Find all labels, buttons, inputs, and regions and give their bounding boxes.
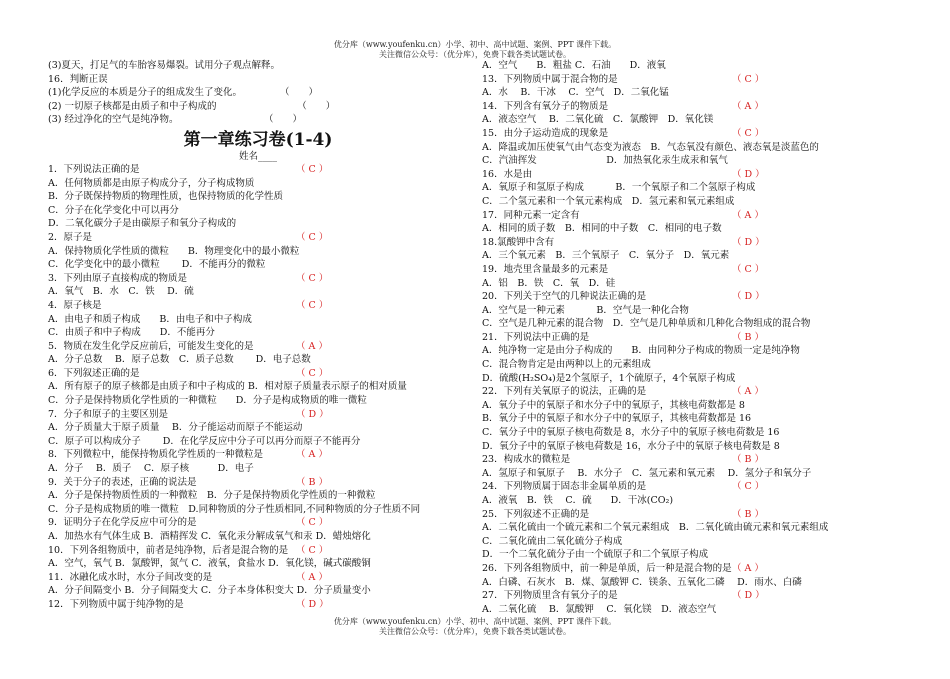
answer-mark: （ A ） [732,562,764,574]
question-line [482,548,922,562]
question-line [482,426,922,440]
question-line [48,516,468,530]
header-line-2: 关注微信公众号：（优分库），免费下载各类试题试卷。 [379,50,571,59]
question-line [48,435,468,449]
question-line [482,331,922,345]
question-text: A．分子质量大于原子质量 B．分子能运动而原子不能运动 [48,422,303,434]
question-line [48,598,468,612]
question-line [48,313,468,327]
question-text: 8．下列微粒中，能保持物质化学性质的一种微粒是 [48,449,264,461]
answer-mark: （ A ） [732,209,764,221]
answer-mark: （ C ） [296,517,329,529]
question-line [482,168,922,182]
question-text: 25．下列叙述不正确的是 [482,508,590,520]
question-text: 24．下列物质属于固态非金属单质的是 [482,481,647,493]
question-text: A．保持物质化学性质的微粒 B．物理变化中的最小微粒 [48,245,300,257]
header-line-1: 优分库（www.youfenku.cn）小学、初中、高中试题、案例、PPT 课件下载。 [333,40,617,49]
answer-mark: （ A ） [732,386,764,398]
question-text: D．一个二氧化硫分子由一个硫原子和二个氧原子构成 [482,549,709,561]
question-text: 12．下列物质中属于纯净物的是 [48,598,184,610]
question-line [48,448,468,462]
question-line [48,367,468,381]
answer-mark: （ D ） [732,236,765,248]
question-text: B．分子既保持物质的物理性质，也保持物质的化学性质 [48,191,283,203]
question-line [482,494,922,508]
question-line [482,385,922,399]
answer-mark: （ B ） [732,454,765,466]
question-line [48,231,468,245]
question-line [482,127,922,141]
left-questions [48,163,468,612]
question-line [48,476,468,490]
question-text: C．汽油挥发 D．加热氧化汞生成汞和氧气 [482,155,728,167]
question-line [482,603,922,617]
question-line [482,154,922,168]
question-line [48,190,468,204]
question-text: C．二个氢元素和一个氧元素构成 D．氢元素和氧元素组成 [482,195,735,207]
question-line [482,535,922,549]
question-line [48,503,468,517]
question-text: A．所有原子的原子核都是由质子和中子构成的 B．相对原子质量表示原子的相对质量 [48,381,407,393]
question-text: A．相同的质子数 B．相同的中子数 C．相同的电子数 [482,223,722,235]
question-text: 15．由分子运动造成的现象是 [482,127,609,139]
question-text: A．二氧化硫 B．氯酸钾 C．氧化镁 D．液态空气 [482,603,717,615]
answer-mark: （ C ） [296,544,329,556]
question-text: 2．原子是 [48,231,93,243]
question-text: C．分子是构成物质的唯一微粒 D.同种物质的分子性质相同,不同种物质的分子性质不同 [48,503,421,515]
answer-mark: （ C ） [732,481,765,493]
question-text: 1．下列说法正确的是 [48,163,140,175]
question-line [482,344,922,358]
left-preface [48,59,468,127]
question-text: C．二氧化硫由二氧化硫分子构成 [482,535,623,547]
question-text: C．分子是保持物质化学性质的一种微粒 D．分子是构成物质的唯一微粒 [48,395,367,407]
preface-line: (3) 经过净化的空气是纯净物。 （ ） [48,114,302,126]
question-line [482,236,922,250]
question-line [482,100,922,114]
question-text: A．液氧 B．铁 C．硫 D．干冰(CO₂) [482,495,674,506]
answer-mark: （ C ） [732,263,765,275]
question-line [482,222,922,236]
question-text: D．二氧化碳分子是由碳原子和氧分子构成的 [48,218,237,230]
question-text: A．加热水有气体生成 B．酒精挥发 C．氧化汞分解成氧气和汞 D．蜡烛熔化 [48,531,371,542]
question-line [48,462,468,476]
question-line [48,340,468,354]
question-text: A．任何物质都是由原子构成分子，分子构成物质 [48,177,255,189]
question-text: A．纯净物一定是由分子构成的 B．由同种分子构成的物质一定是纯净物 [482,345,800,357]
right-column [482,59,922,616]
question-text: 14．下列含有氧分子的物质是 [482,100,609,112]
answer-mark: （ B ） [732,508,765,520]
question-text: A．氧原子和氢原子构成 B．一个氧原子和二个氢原子构成 [482,182,756,194]
question-text: C．氧分子中的氧原子核电荷数是 8，水分子中的氧原子核电荷数是 16 [482,427,780,439]
question-text: C．由质子和中子构成 D．不能再分 [48,327,215,339]
answer-mark: （ A ） [296,449,328,461]
question-line [482,290,922,304]
question-line [48,544,468,558]
question-text: A．液态空气 B．二氧化硫 C．氯酸钾 D．氧化镁 [482,114,714,126]
question-text: A．降温或加压使氧气由气态变为液态 B．气态氧没有颜色、液态氧是淡蓝色的 [482,141,819,153]
question-line [48,163,468,177]
question-line [482,181,922,195]
answer-mark: （ D ） [296,408,329,420]
question-line [48,571,468,585]
question-text: A．氧气 B．水 C．铁 D．硫 [48,286,194,298]
question-line [48,177,468,191]
question-text: A．分子总数 B．原子总数 C．质子总数 D．电子总数 [48,354,311,366]
preface-line: 16．判断正误 [48,73,108,85]
question-text: 13．下列物质中属于混合物的是 [482,73,618,85]
answer-mark: （ A ） [296,340,328,352]
question-line [482,59,922,73]
question-text: A．铝 B．铁 C．氧 D．硅 [482,277,616,289]
question-line [48,204,468,218]
answer-mark: （ C ） [296,231,329,243]
question-text: A．二氧化硫由一个硫元素和二个氧元素组成 B．二氧化硫由硫元素和氧元素组成 [482,522,829,534]
preface-line: (2) 一切原子核都是由质子和中子构成的 （ ） [48,100,336,112]
question-text: 21．下列说法中正确的是 [482,331,590,343]
question-text: 4．原子核是 [48,299,102,311]
question-text: A．空气，氧气 B．氯酸钾，氮气 C．液氧，食盐水 D．氧化镁，碱式碳酸铜 [48,558,371,570]
question-line [48,285,468,299]
question-line [48,408,468,422]
question-line [48,217,468,231]
page-footer [0,617,950,637]
question-text: 9．证明分子在化学反应中可分的是 [48,517,197,529]
question-line [482,467,922,481]
question-line [482,86,922,100]
question-line [482,399,922,413]
question-text: 27．下列物质里含有氧分子的是 [482,590,618,602]
question-text: A．三个氧元素 B．三个氧原子 C．氧分子 D．氧元素 [482,250,730,262]
question-line [482,453,922,467]
answer-mark: （ A ） [732,100,764,112]
question-text: A．空气 B．粗盐 C．石油 D．液氧 [482,60,666,71]
question-text: A．空气是一种元素 B．空气是一种化合物 [482,304,689,316]
question-line [48,245,468,259]
question-text: 10．下列各组物质中，前者是纯净物，后者是混合物的是 [48,544,289,556]
question-line [482,195,922,209]
question-text: D．硫酸(H₂SO₄)是2个氢原子，1个硫原子，4个氧原子构成 [482,372,736,384]
question-text: A．氢原子和氧原子 B．水分子 C．氢元素和氧元素 D．氢分子和氧分子 [482,467,812,479]
question-line [482,141,922,155]
question-text: 19．地壳里含量最多的元素是 [482,263,609,275]
question-line [48,272,468,286]
name-field-label: 姓名____ [238,150,277,162]
question-text: B．氧分子中的氧原子和水分子中的氧原子，其核电荷数都是 16 [482,413,752,425]
answer-mark: （ D ） [296,598,329,610]
question-line [482,277,922,291]
page-title: 第一章练习卷(1-4) [183,129,333,150]
question-text: C．原子可以构成分子 D．在化学反应中分子可以再分而原子不能再分 [48,435,361,447]
answer-mark: （ C ） [732,73,765,85]
preface-line: (3)夏天，打足气的车胎容易爆裂。试用分子观点解释。 [48,60,280,71]
question-line [48,489,468,503]
question-line [482,249,922,263]
question-line [48,421,468,435]
question-line [482,508,922,522]
question-line [482,263,922,277]
question-line [482,73,922,87]
question-line [482,317,922,331]
question-line [482,412,922,426]
question-line [48,299,468,313]
answer-mark: （ A ） [296,571,328,583]
answer-mark: （ C ） [732,127,765,139]
preface-line: (1)化学反应的本质是分子的组成发生了变化。 （ ） [48,87,318,99]
question-line [48,394,468,408]
question-text: 23．构成水的微粒是 [482,454,571,466]
answer-mark: （ C ） [296,272,329,284]
question-text: 22．下列有关氧原子的说法，正确的是 [482,386,647,398]
question-text: A．由电子和质子构成 B．由电子和中子构成 [48,313,252,325]
question-line [482,562,922,576]
question-text: A．分子 B．质子 C．原子核 D．电子 [48,463,254,475]
question-text: A．白磷、石灰水 B．煤、氯酸钾 C．镁条、五氧化二磷 D．雨水、白磷 [482,576,802,588]
footer-line-1: 优分库（www.youfenku.cn）小学、初中、高中试题、案例、PPT 课件下载。 [333,617,617,626]
left-column [48,59,468,612]
question-line [48,326,468,340]
question-text: C．混合物肯定是由两种以上的元素组成 [482,359,651,371]
question-line [482,589,922,603]
question-text: A．水 B．干冰 C．空气 D．二氧化锰 [482,87,669,99]
question-text: A．分子是保持物质性质的一种微粒 B．分子是保持物质化学性质的一种微粒 [48,490,376,502]
question-text: 5．物质在发生化学反应前后，可能发生变化的是 [48,340,254,352]
question-text: 7．分子和原子的主要区别是 [48,408,169,420]
question-line [48,557,468,571]
answer-mark: （ D ） [732,590,765,602]
answer-mark: （ C ） [296,299,329,311]
answer-mark: （ D ） [732,291,765,303]
question-line [48,584,468,598]
question-line [482,440,922,454]
question-line [482,372,922,386]
question-text: 3．下列由原子直接构成的物质是 [48,272,188,284]
question-text: C．空气是几种元素的混合物 D．空气是几种单质和几种化合物组成的混合物 [482,318,811,330]
question-line [48,258,468,272]
question-text: 16．水是由 [482,168,533,180]
question-text: 18.氯酸钾中含有 [482,236,555,248]
question-line [482,209,922,223]
question-text: A．氧分子中的氧原子和水分子中的氧原子，其核电荷数都是 8 [482,399,745,411]
question-line [482,304,922,318]
question-text: 11．冰融化成水时，水分子间改变的是 [48,571,213,583]
question-line [482,480,922,494]
question-line [482,576,922,590]
answer-mark: （ B ） [732,331,765,343]
question-line [48,380,468,394]
answer-mark: （ B ） [296,476,329,488]
right-questions [482,59,922,616]
question-text: C．分子在化学变化中可以再分 [48,204,179,216]
question-text: 26．下列各组物质中，前一种是单质，后一种是混合物的是 [482,562,732,574]
question-text: 9．关于分子的表述，正确的说法是 [48,476,197,488]
question-text: C．化学变化中的最小微粒 D．不能再分的微粒 [48,259,266,271]
answer-mark: （ D ） [732,168,765,180]
question-line [48,353,468,367]
question-text: 20．下列关于空气的几种说法正确的是 [482,291,647,303]
question-line [48,530,468,544]
question-text: 17．同种元素一定含有 [482,209,580,221]
question-text: 6．下列叙述正确的是 [48,367,140,379]
question-text: D．氧分子中的氧原子核电荷数是 16，水分子中的氧原子核电荷数是 8 [482,440,780,452]
question-line [482,358,922,372]
question-line [482,521,922,535]
question-line [482,113,922,127]
answer-mark: （ C ） [296,367,329,379]
question-text: A．分子间隔变小 B．分子间隔变大 C．分子本身体积变大 D．分子质量变小 [48,585,371,597]
footer-line-2: 关注微信公众号：（优分库），免费下载各类试题试卷。 [379,627,571,636]
page-header [0,40,950,60]
answer-mark: （ C ） [296,163,329,175]
